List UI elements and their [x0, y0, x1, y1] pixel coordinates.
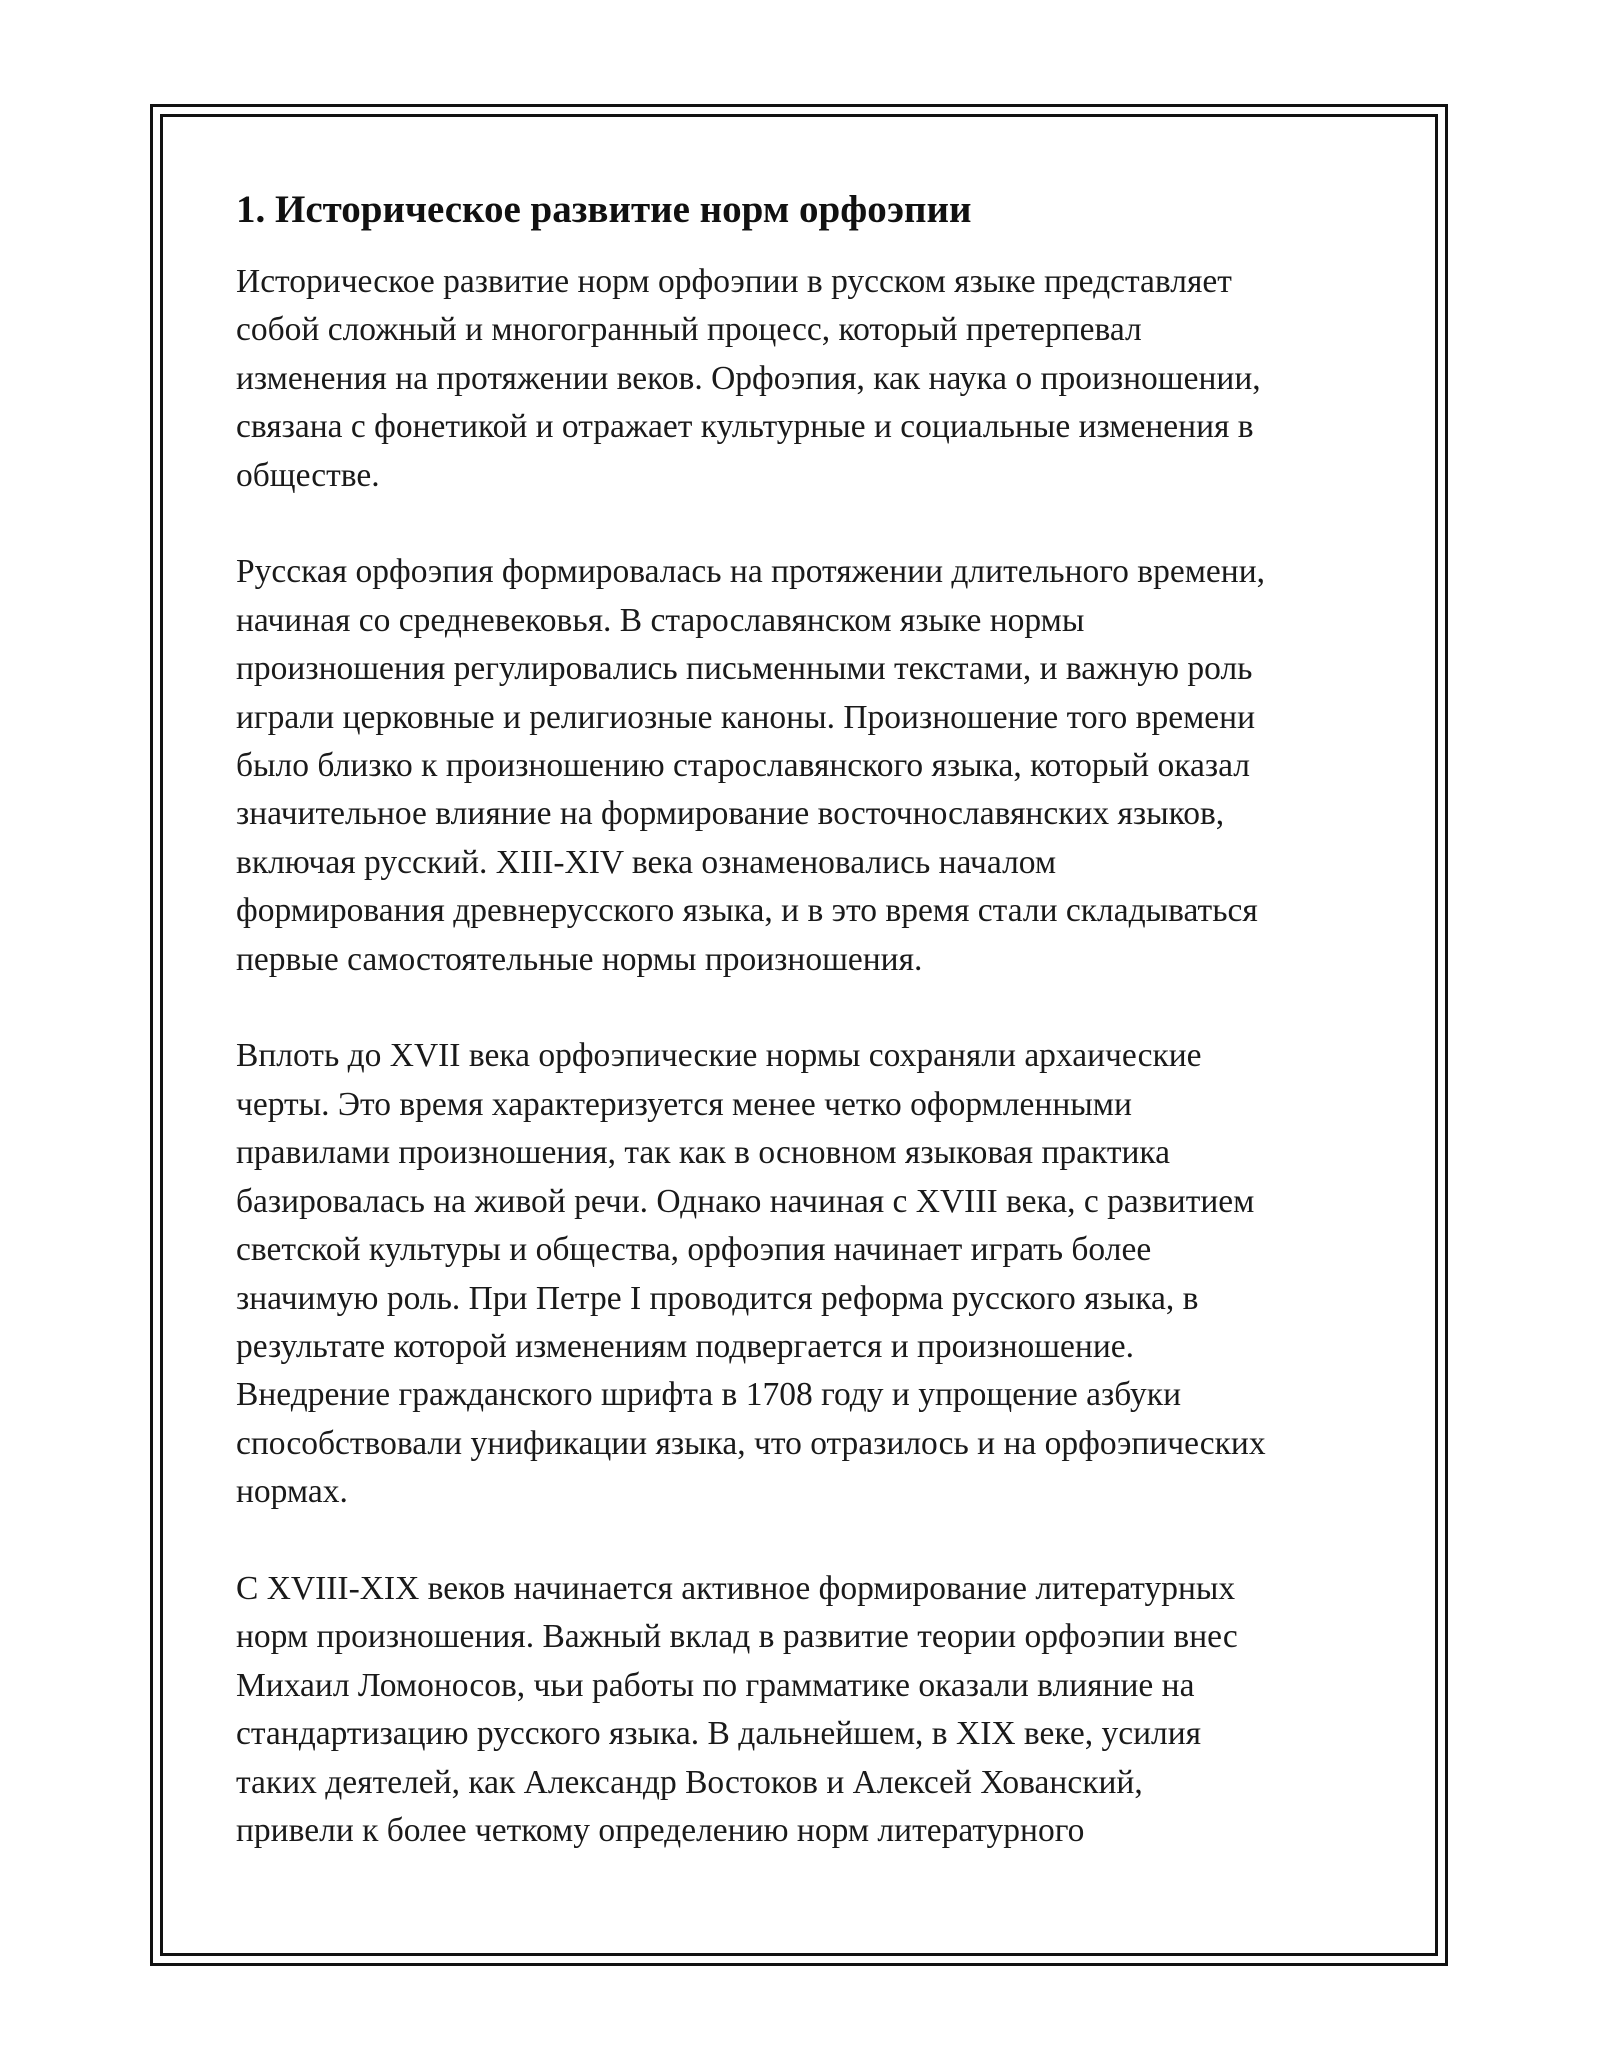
text-line: Михаил Ломоносов, чьи работы по грамматике оказали влияние на — [236, 1666, 1195, 1704]
text-line: начиная со средневековья. В старославянском языке нормы — [236, 601, 1085, 639]
text-line: черты. Это время характеризуется менее четко оформленными — [236, 1085, 1132, 1123]
text-line: изменения на протяжении веков. Орфоэпия, как наука о произношении, — [236, 359, 1261, 397]
text-line: нормах. — [236, 1473, 348, 1511]
text-line: таких деятелей, как Александр Востоков и Алексей Хованский, — [236, 1763, 1143, 1801]
document-body — [236, 186, 1376, 1904]
text-line: Вплоть до XVII века орфоэпические нормы сохраняли архаические — [236, 1037, 1202, 1075]
text-line: базировалась на живой речи. Однако начиная с XVIII века, с развитием — [236, 1182, 1255, 1220]
text-line: произношения регулировались письменными текстами, и важную роль — [236, 650, 1253, 688]
text-line: привели к более четкому определению норм литературного — [236, 1811, 1085, 1849]
text-line: связана с фонетикой и отражает культурные и социальные изменения в — [236, 408, 1254, 446]
paragraph-3 — [236, 1032, 1376, 1516]
text-line: формирования древнерусского языка, и в это время стали складываться — [236, 892, 1258, 930]
text-line: Внедрение гражданского шрифта в 1708 году и упрощение азбуки — [236, 1376, 1182, 1414]
text-line: было близко к произношению старославянского языка, который оказал — [236, 747, 1250, 785]
text-line: собой сложный и многогранный процесс, который претерпевал — [236, 311, 1142, 349]
text-line: первые самостоятельные нормы произношения. — [236, 940, 923, 978]
text-line: стандартизацию русского языка. В дальнейшем, в XIX веке, усилия — [236, 1715, 1202, 1753]
text-line: способствовали унификации языка, что отразилось и на орфоэпических — [236, 1424, 1266, 1462]
paragraph-1 — [236, 258, 1376, 500]
text-line: обществе. — [236, 456, 380, 494]
text-line: значимую роль. При Петре I проводится реформа русского языка, в — [236, 1279, 1199, 1317]
text-line: значительное влияние на формирование восточнославянских языков, — [236, 795, 1225, 833]
text-line: С XVIII-XIX веков начинается активное формирование литературных — [236, 1569, 1236, 1607]
text-line: результате которой изменениям подвергается и произношение. — [236, 1327, 1135, 1365]
text-line: светской культуры и общества, орфоэпия начинает играть более — [236, 1231, 1152, 1269]
text-line: играли церковные и религиозные каноны. Произношение того времени — [236, 698, 1256, 736]
text-line: включая русский. XIII-XIV века ознаменовались началом — [236, 843, 1057, 881]
text-line: правилами произношения, так как в основном языковая практика — [236, 1134, 1171, 1172]
text-line: норм произношения. Важный вклад в развитие теории орфоэпии внес — [236, 1618, 1238, 1656]
paragraph-2 — [236, 548, 1376, 984]
paragraph-4 — [236, 1565, 1376, 1855]
section-heading: 1. Историческое развитие норм орфоэпии — [236, 188, 972, 231]
text-line: Историческое развитие норм орфоэпии в русском языке представляет — [236, 263, 1232, 300]
text-line: Русская орфоэпия формировалась на протяжении длительного времени, — [236, 553, 1266, 591]
